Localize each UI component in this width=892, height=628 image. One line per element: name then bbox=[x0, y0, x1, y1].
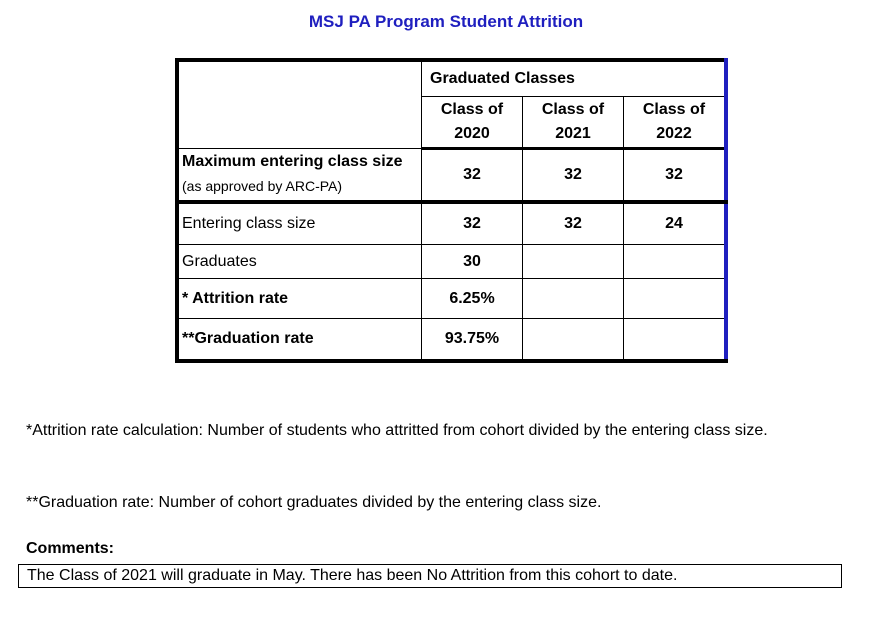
cell-value: 32 bbox=[422, 202, 523, 245]
empty-corner-cell bbox=[177, 60, 422, 149]
cell-value bbox=[523, 279, 624, 319]
row-label-entering: Entering class size bbox=[177, 202, 422, 245]
column-header-class-2022: Class of 2022 bbox=[624, 97, 727, 149]
cell-value bbox=[624, 279, 727, 319]
row-label-attrition-rate: * Attrition rate bbox=[177, 279, 422, 319]
cell-value bbox=[624, 245, 727, 279]
table-row bbox=[177, 149, 726, 203]
cell-value: 32 bbox=[422, 149, 523, 203]
comments-heading: Comments: bbox=[26, 540, 115, 557]
cell-value: 32 bbox=[523, 202, 624, 245]
table-row bbox=[177, 202, 726, 245]
attrition-table bbox=[175, 58, 728, 363]
cell-value: 93.75% bbox=[422, 319, 523, 362]
table-row bbox=[177, 245, 726, 279]
cell-value bbox=[523, 319, 624, 362]
column-header-class-2020: Class of 2020 bbox=[422, 97, 523, 149]
cell-value: 32 bbox=[523, 149, 624, 203]
graduation-rate-note: **Graduation rate: Number of cohort graduates divided by the entering class size. bbox=[26, 494, 602, 511]
row-label-graduates: Graduates bbox=[177, 245, 422, 279]
table-header-row bbox=[177, 60, 726, 97]
page-title: MSJ PA Program Student Attrition bbox=[308, 12, 584, 31]
cell-value: 30 bbox=[422, 245, 523, 279]
attrition-rate-note: *Attrition rate calculation: Number of students who attritted from cohort divided by the entering class size. bbox=[26, 422, 768, 439]
cell-value: 32 bbox=[624, 149, 727, 203]
row-label-max-entering: Maximum entering class size (as approved by ARC-PA) bbox=[177, 149, 422, 203]
row-label-graduation-rate: **Graduation rate bbox=[177, 319, 422, 362]
cell-value: 6.25% bbox=[422, 279, 523, 319]
comments-box: The Class of 2021 will graduate in May. There has been No Attrition from this cohort to date. bbox=[18, 564, 842, 588]
graduated-classes-header: Graduated Classes bbox=[422, 60, 727, 97]
table-row bbox=[177, 279, 726, 319]
cell-value bbox=[523, 245, 624, 279]
table-row bbox=[177, 319, 726, 362]
cell-value: 24 bbox=[624, 202, 727, 245]
cell-value bbox=[624, 319, 727, 362]
column-header-class-2021: Class of 2021 bbox=[523, 97, 624, 149]
